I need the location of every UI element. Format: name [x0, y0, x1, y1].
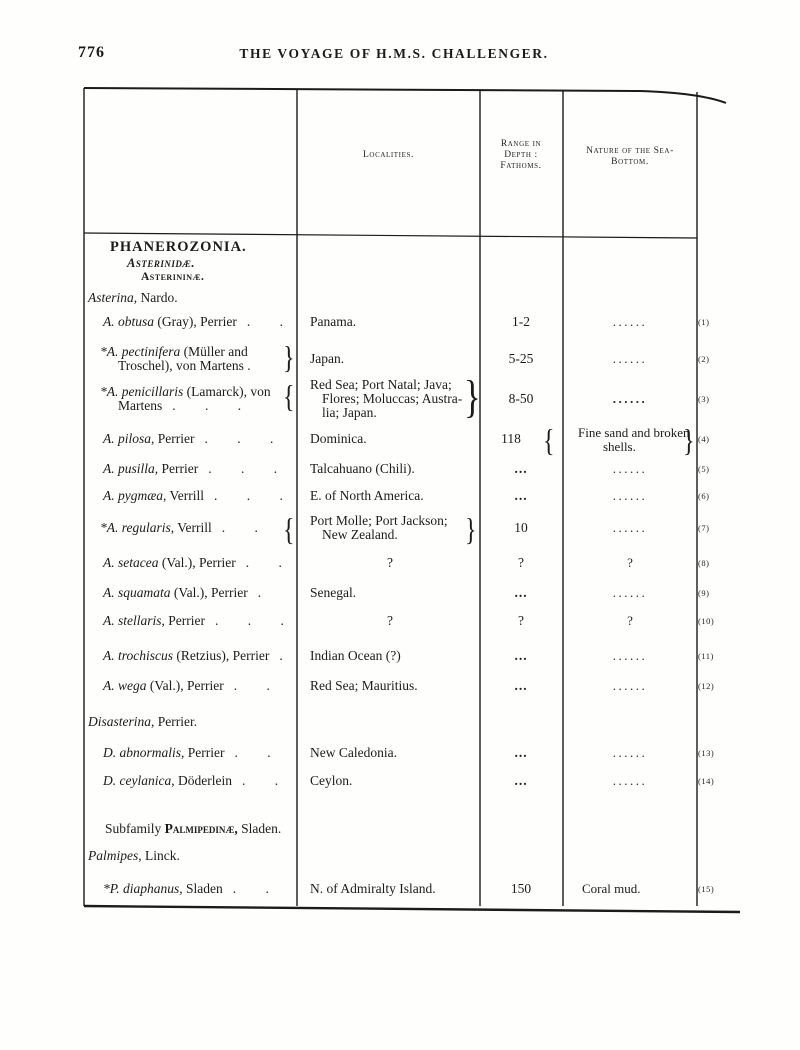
locality-cell: Talcahuano (Chili). [310, 461, 415, 476]
reference-number: (9) [698, 588, 710, 598]
depth-range-cell: 1-2 [512, 314, 530, 329]
species-cell: A. trochiscus (Retzius), Perrier . [103, 648, 283, 663]
reference-number: (7) [698, 523, 710, 533]
sea-bottom-cell: ...... [612, 585, 648, 600]
column-header-localities: Localities. [363, 150, 414, 160]
sea-bottom-cell: ...... [612, 351, 648, 366]
column-header-nature-line1: Nature of the Sea- [586, 146, 674, 156]
reference-number: (8) [698, 558, 710, 568]
column-header-nature-line2: Bottom. [611, 157, 649, 167]
depth-range-cell: ... [514, 461, 528, 476]
page-title: THE VOYAGE OF H.M.S. CHALLENGER. [239, 46, 549, 61]
order-heading: PHANEROZONIA. [110, 239, 247, 255]
sea-bottom-cell: ? [627, 555, 633, 570]
species-cell: A. wega (Val.), Perrier . . [103, 678, 270, 693]
locality-cell: ? [387, 613, 393, 628]
reference-number: (6) [698, 491, 710, 501]
family-heading: Asterinidæ. [127, 256, 195, 270]
species-cell: *A. pectinifera (Müller and [100, 344, 248, 359]
brace-glyph: } [683, 422, 695, 458]
sea-bottom-cell: ...... [612, 648, 648, 663]
sea-bottom-cell: ...... [612, 745, 648, 760]
genus-heading-asterina: Asterina, Nardo. [88, 290, 178, 305]
locality-cell: Dominica. [310, 431, 367, 446]
locality-cell-line2: Flores; Moluccas; Austra- [322, 391, 463, 406]
depth-range-cell: 150 [510, 881, 532, 896]
sea-bottom-cell: ...... [612, 461, 648, 476]
locality-cell-line3: lia; Japan. [322, 405, 377, 420]
depth-range-cell: ? [518, 613, 524, 628]
species-cell: A. pusilla, Perrier . . . [103, 461, 278, 476]
locality-cell: Red Sea; Port Natal; Java; [310, 377, 452, 392]
sea-bottom-cell: Coral mud. [582, 881, 641, 896]
locality-cell: Indian Ocean (?) [310, 648, 401, 663]
species-cell: A. squamata (Val.), Perrier . [103, 585, 262, 600]
species-cell: A. obtusa (Gray), Perrier . . [103, 314, 283, 329]
species-cell: A. stellaris, Perrier . . . [103, 613, 284, 628]
locality-cell: Senegal. [310, 585, 357, 600]
reference-number: (5) [698, 464, 710, 474]
species-cell: D. abnormalis, Perrier . . [103, 745, 271, 760]
locality-cell: Japan. [310, 351, 345, 366]
reference-number: (10) [698, 616, 715, 626]
species-cell: D. ceylanica, Döderlein . . [103, 773, 279, 788]
locality-cell: E. of North America. [310, 488, 424, 503]
brace-glyph: { [283, 378, 295, 414]
locality-cell: Red Sea; Mauritius. [310, 678, 418, 693]
sea-bottom-cell: ...... [612, 488, 648, 503]
depth-range-cell: ... [514, 678, 528, 693]
depth-range-cell: ... [514, 773, 528, 788]
reference-number: (15) [698, 884, 715, 894]
species-cell: *P. diaphanus, Sladen . . [103, 881, 269, 896]
species-cell-line2: Martens . . . [118, 398, 242, 413]
reference-number: (11) [698, 651, 714, 661]
reference-number: (14) [698, 776, 715, 786]
depth-range-cell: 8-50 [508, 391, 534, 406]
species-cell-line2: Troschel), von Martens . [118, 358, 251, 373]
sea-bottom-cell: ...... [612, 520, 648, 535]
depth-range-cell: ... [514, 745, 528, 760]
locality-cell-line2: New Zealand. [322, 527, 398, 542]
sea-bottom-cell: Fine sand and broken [578, 425, 690, 440]
genus-heading-disasterina: Disasterina, Perrier. [88, 714, 198, 729]
reference-number: (3) [698, 394, 710, 404]
column-header-range-line2: Depth : [504, 150, 538, 160]
locality-cell: Port Molle; Port Jackson; [310, 513, 448, 528]
reference-number: (13) [698, 748, 715, 758]
locality-cell: N. of Admiralty Island. [310, 881, 436, 896]
species-cell: A. pilosa, Perrier . . . [103, 431, 274, 446]
reference-number: (4) [698, 434, 710, 444]
brace-glyph: } [283, 339, 295, 375]
locality-cell: Ceylon. [310, 773, 353, 788]
subfamily-heading: Asterininæ. [141, 271, 205, 283]
column-header-range-line1: Range in [500, 139, 542, 149]
brace-glyph: } [464, 371, 481, 422]
depth-range-cell: ... [514, 488, 528, 503]
brace-glyph: } [465, 511, 477, 547]
species-cell: A. pygmæa, Verrill . . . [103, 488, 283, 503]
species-cell: *A. regularis, Verrill . . [100, 520, 258, 535]
sea-bottom-cell-line2: shells. [603, 439, 636, 454]
depth-range-cell: 118 [501, 431, 521, 446]
depth-range-cell: ... [514, 648, 528, 663]
reference-number: (1) [698, 317, 710, 327]
reference-number: (2) [698, 354, 710, 364]
sea-bottom-cell: ...... [612, 773, 648, 788]
locality-cell: ? [387, 555, 393, 570]
species-cell: A. setacea (Val.), Perrier . . [103, 555, 282, 570]
species-cell: *A. penicillaris (Lamarck), von [100, 384, 271, 399]
depth-range-cell: ? [518, 555, 524, 570]
locality-cell: Panama. [310, 314, 357, 329]
genus-heading-palmipes: Palmipes, Linck. [88, 848, 180, 863]
locality-cell: New Caledonia. [310, 745, 397, 760]
sea-bottom-cell: ...... [612, 391, 648, 406]
subfamily-heading-palmipedinae: Subfamily Palmipedinæ, Sladen. [105, 821, 282, 836]
brace-glyph: { [543, 422, 555, 458]
sea-bottom-cell: ...... [612, 314, 648, 329]
column-header-range-line3: Fathoms. [500, 161, 542, 171]
reference-number: (12) [698, 681, 715, 691]
depth-range-cell: 5-25 [508, 351, 534, 366]
sea-bottom-cell: ...... [612, 678, 648, 693]
depth-range-cell: 10 [514, 520, 528, 535]
depth-range-cell: ... [514, 585, 528, 600]
sea-bottom-cell: ? [627, 613, 633, 628]
brace-glyph: { [283, 511, 295, 547]
page-number: 776 [78, 44, 105, 61]
